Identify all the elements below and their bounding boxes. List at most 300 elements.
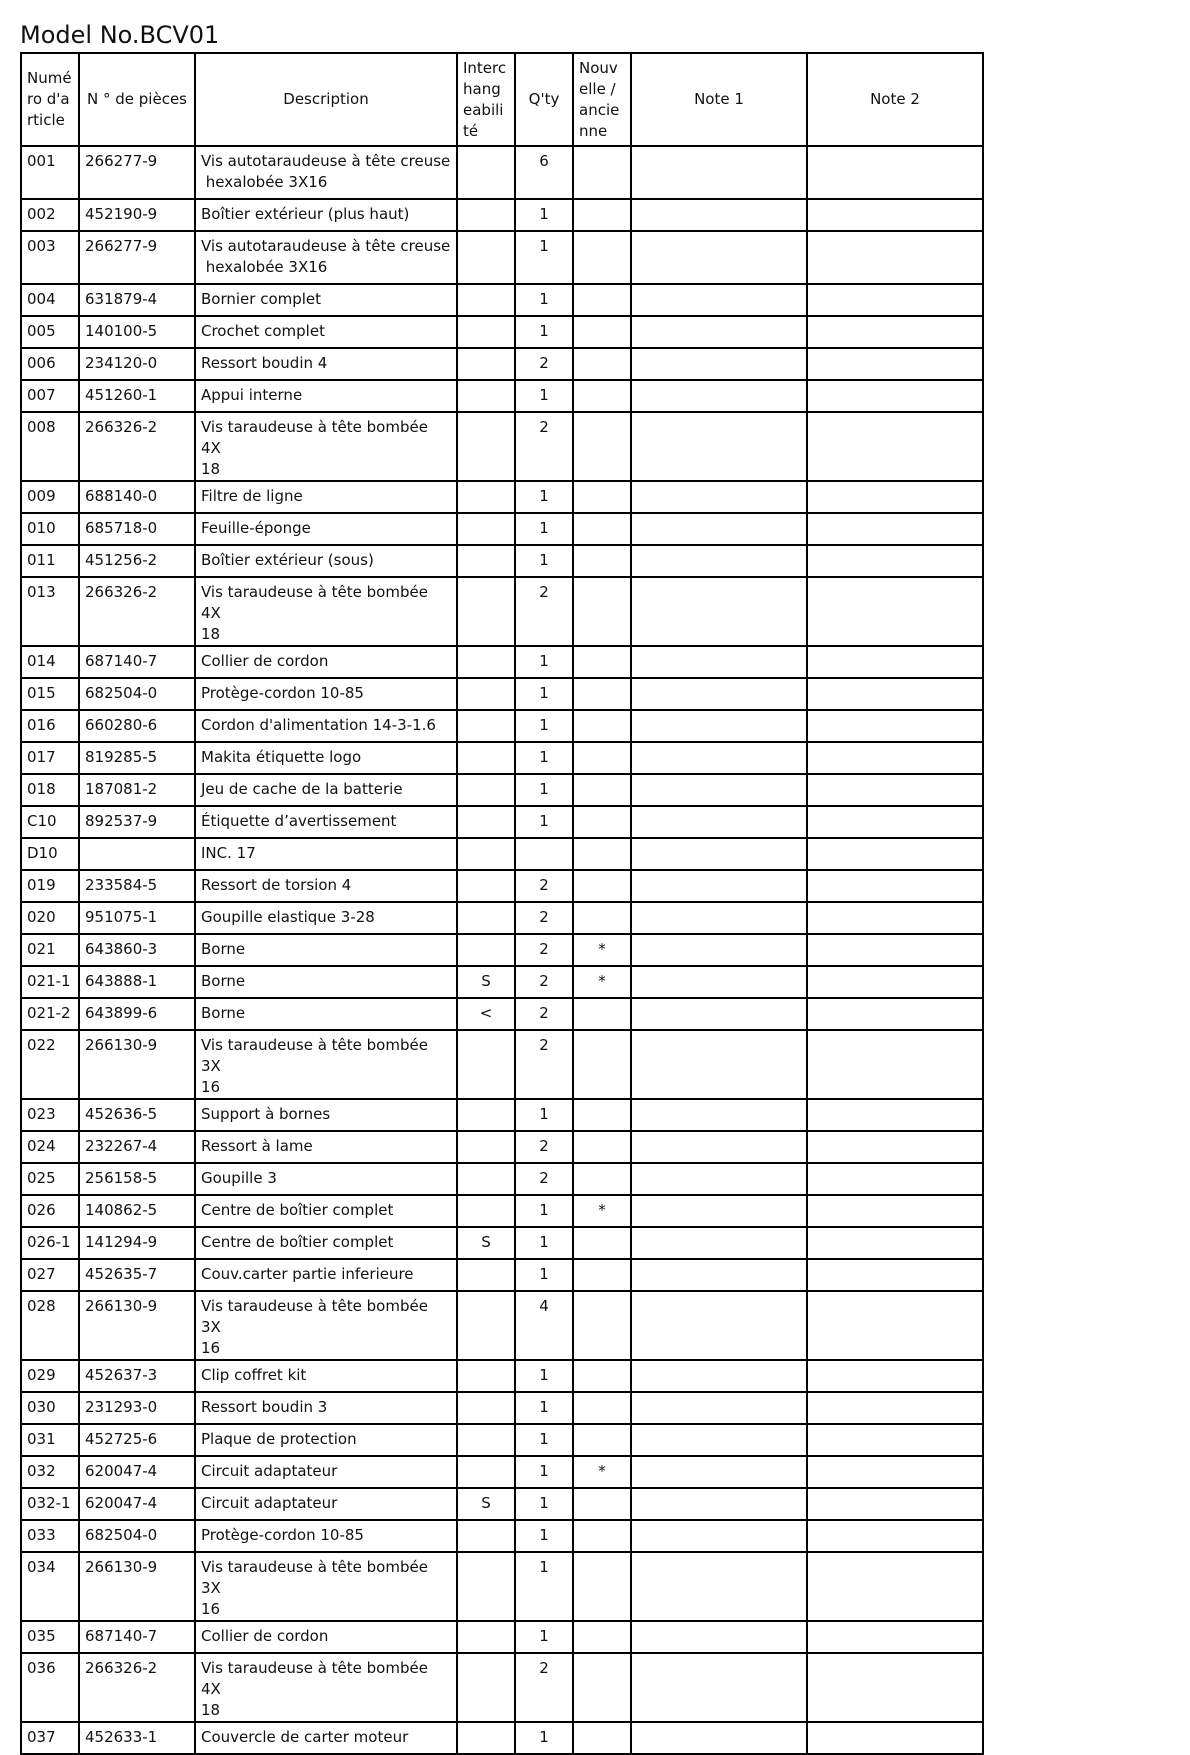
cell-item-number: 025 — [21, 1163, 79, 1195]
cell-note-1 — [631, 1424, 807, 1456]
cell-quantity: 1 — [515, 1227, 573, 1259]
cell-interchangeability — [457, 1424, 515, 1456]
cell-note-1 — [631, 1291, 807, 1360]
cell-interchangeability — [457, 1722, 515, 1754]
cell-item-number: 004 — [21, 284, 79, 316]
cell-quantity: 1 — [515, 1552, 573, 1621]
cell-note-2 — [807, 678, 983, 710]
cell-note-2 — [807, 774, 983, 806]
cell-note-2 — [807, 1488, 983, 1520]
cell-item-number: 018 — [21, 774, 79, 806]
table-row — [21, 1424, 983, 1456]
cell-quantity: 1 — [515, 316, 573, 348]
cell-new-old — [573, 284, 631, 316]
cell-note-1 — [631, 646, 807, 678]
cell-item-number: 031 — [21, 1424, 79, 1456]
cell-part-number: 140100-5 — [79, 316, 195, 348]
cell-interchangeability — [457, 774, 515, 806]
cell-quantity: 2 — [515, 998, 573, 1030]
cell-part-number: 256158-5 — [79, 1163, 195, 1195]
cell-new-old — [573, 1259, 631, 1291]
cell-item-number: 002 — [21, 199, 79, 231]
cell-interchangeability: < — [457, 998, 515, 1030]
table-row — [21, 199, 983, 231]
cell-description: Ressort de torsion 4 — [195, 870, 457, 902]
table-row — [21, 545, 983, 577]
cell-note-1 — [631, 1392, 807, 1424]
header-note-1: Note 1 — [631, 53, 807, 146]
cell-note-1 — [631, 577, 807, 646]
cell-interchangeability — [457, 380, 515, 412]
cell-new-old — [573, 545, 631, 577]
cell-note-1 — [631, 1227, 807, 1259]
cell-note-2 — [807, 1360, 983, 1392]
cell-note-1 — [631, 231, 807, 284]
cell-interchangeability — [457, 1392, 515, 1424]
cell-note-2 — [807, 545, 983, 577]
parts-table-body — [21, 146, 983, 1754]
cell-note-2 — [807, 1195, 983, 1227]
cell-part-number: 631879-4 — [79, 284, 195, 316]
cell-interchangeability — [457, 1163, 515, 1195]
cell-interchangeability — [457, 1131, 515, 1163]
cell-new-old — [573, 1030, 631, 1099]
cell-item-number: 019 — [21, 870, 79, 902]
cell-note-2 — [807, 1227, 983, 1259]
cell-note-1 — [631, 1360, 807, 1392]
cell-interchangeability — [457, 1653, 515, 1722]
cell-quantity: 2 — [515, 870, 573, 902]
cell-description: Goupille 3 — [195, 1163, 457, 1195]
cell-item-number: 013 — [21, 577, 79, 646]
cell-note-2 — [807, 284, 983, 316]
cell-note-2 — [807, 742, 983, 774]
table-row — [21, 1520, 983, 1552]
table-row — [21, 1291, 983, 1360]
cell-description: Borne — [195, 934, 457, 966]
cell-item-number: 007 — [21, 380, 79, 412]
cell-quantity: 2 — [515, 412, 573, 481]
table-header-row — [21, 53, 983, 146]
cell-new-old — [573, 513, 631, 545]
cell-item-number: 008 — [21, 412, 79, 481]
header-new-old: Nouvelle / ancienne — [573, 53, 631, 146]
table-row — [21, 348, 983, 380]
cell-new-old — [573, 870, 631, 902]
cell-part-number: 819285-5 — [79, 742, 195, 774]
cell-interchangeability — [457, 481, 515, 513]
cell-item-number: 001 — [21, 146, 79, 199]
table-row — [21, 412, 983, 481]
cell-new-old — [573, 1360, 631, 1392]
cell-description: Goupille elastique 3-28 — [195, 902, 457, 934]
table-row — [21, 577, 983, 646]
table-row — [21, 1552, 983, 1621]
cell-note-1 — [631, 902, 807, 934]
cell-interchangeability — [457, 1291, 515, 1360]
cell-description: Vis taraudeuse à tête bombée 4X 18 — [195, 577, 457, 646]
table-row — [21, 231, 983, 284]
cell-interchangeability: S — [457, 966, 515, 998]
cell-new-old — [573, 774, 631, 806]
cell-description: Centre de boîtier complet — [195, 1227, 457, 1259]
cell-description: Centre de boîtier complet — [195, 1195, 457, 1227]
cell-description: Collier de cordon — [195, 1621, 457, 1653]
cell-note-2 — [807, 870, 983, 902]
table-row — [21, 710, 983, 742]
cell-new-old — [573, 1131, 631, 1163]
cell-quantity: 1 — [515, 284, 573, 316]
cell-description: Couvercle de carter moteur — [195, 1722, 457, 1754]
cell-new-old — [573, 380, 631, 412]
cell-quantity: 1 — [515, 1456, 573, 1488]
table-row — [21, 934, 983, 966]
cell-part-number: 266277-9 — [79, 146, 195, 199]
cell-item-number: 030 — [21, 1392, 79, 1424]
cell-quantity: 1 — [515, 1520, 573, 1552]
cell-note-1 — [631, 710, 807, 742]
cell-part-number: 233584-5 — [79, 870, 195, 902]
cell-quantity: 1 — [515, 646, 573, 678]
cell-part-number: 660280-6 — [79, 710, 195, 742]
cell-quantity: 1 — [515, 1360, 573, 1392]
cell-quantity: 2 — [515, 966, 573, 998]
table-row — [21, 1195, 983, 1227]
cell-note-2 — [807, 1520, 983, 1552]
cell-part-number: 234120-0 — [79, 348, 195, 380]
cell-part-number: 266130-9 — [79, 1552, 195, 1621]
table-row — [21, 646, 983, 678]
cell-quantity — [515, 838, 573, 870]
parts-list-sheet — [20, 52, 984, 1755]
cell-quantity: 1 — [515, 481, 573, 513]
cell-item-number: 028 — [21, 1291, 79, 1360]
cell-item-number: 003 — [21, 231, 79, 284]
cell-new-old: * — [573, 966, 631, 998]
cell-new-old — [573, 742, 631, 774]
cell-interchangeability — [457, 1456, 515, 1488]
table-row — [21, 1392, 983, 1424]
cell-quantity: 1 — [515, 710, 573, 742]
cell-description: Circuit adaptateur — [195, 1488, 457, 1520]
cell-interchangeability — [457, 678, 515, 710]
cell-interchangeability — [457, 1360, 515, 1392]
cell-item-number: 027 — [21, 1259, 79, 1291]
table-row — [21, 1163, 983, 1195]
cell-quantity: 1 — [515, 678, 573, 710]
cell-note-1 — [631, 838, 807, 870]
cell-new-old — [573, 646, 631, 678]
cell-item-number: 026-1 — [21, 1227, 79, 1259]
header-quantity: Q'ty — [515, 53, 573, 146]
cell-description: Plaque de protection — [195, 1424, 457, 1456]
cell-new-old — [573, 678, 631, 710]
cell-note-2 — [807, 902, 983, 934]
cell-new-old — [573, 1722, 631, 1754]
cell-new-old — [573, 838, 631, 870]
cell-interchangeability — [457, 284, 515, 316]
cell-note-1 — [631, 870, 807, 902]
cell-item-number: 005 — [21, 316, 79, 348]
cell-new-old — [573, 1488, 631, 1520]
cell-part-number: 687140-7 — [79, 646, 195, 678]
cell-interchangeability — [457, 513, 515, 545]
table-row — [21, 513, 983, 545]
cell-quantity: 2 — [515, 934, 573, 966]
cell-new-old — [573, 146, 631, 199]
cell-item-number: 036 — [21, 1653, 79, 1722]
cell-interchangeability — [457, 545, 515, 577]
cell-part-number — [79, 838, 195, 870]
page-title: Model No.BCV01 — [20, 21, 220, 49]
cell-quantity: 1 — [515, 1424, 573, 1456]
cell-note-2 — [807, 380, 983, 412]
cell-description: Couv.carter partie inferieure — [195, 1259, 457, 1291]
table-row — [21, 1621, 983, 1653]
cell-part-number: 232267-4 — [79, 1131, 195, 1163]
cell-note-1 — [631, 412, 807, 481]
table-row — [21, 838, 983, 870]
cell-note-2 — [807, 1552, 983, 1621]
cell-note-2 — [807, 1392, 983, 1424]
cell-note-2 — [807, 934, 983, 966]
cell-part-number: 452635-7 — [79, 1259, 195, 1291]
cell-item-number: 011 — [21, 545, 79, 577]
table-row — [21, 316, 983, 348]
cell-part-number: 140862-5 — [79, 1195, 195, 1227]
cell-item-number: 021-1 — [21, 966, 79, 998]
cell-item-number: D10 — [21, 838, 79, 870]
cell-item-number: 006 — [21, 348, 79, 380]
cell-quantity: 2 — [515, 1131, 573, 1163]
cell-part-number: 141294-9 — [79, 1227, 195, 1259]
cell-quantity: 1 — [515, 1621, 573, 1653]
cell-item-number: 029 — [21, 1360, 79, 1392]
cell-quantity: 1 — [515, 545, 573, 577]
cell-description: Filtre de ligne — [195, 481, 457, 513]
cell-new-old — [573, 348, 631, 380]
cell-part-number: 266130-9 — [79, 1030, 195, 1099]
cell-note-1 — [631, 1653, 807, 1722]
cell-part-number: 451256-2 — [79, 545, 195, 577]
cell-interchangeability — [457, 870, 515, 902]
cell-note-2 — [807, 1163, 983, 1195]
cell-description: Collier de cordon — [195, 646, 457, 678]
cell-part-number: 682504-0 — [79, 678, 195, 710]
cell-part-number: 452725-6 — [79, 1424, 195, 1456]
cell-part-number: 620047-4 — [79, 1488, 195, 1520]
table-row — [21, 966, 983, 998]
cell-description: Cordon d'alimentation 14-3-1.6 — [195, 710, 457, 742]
cell-interchangeability — [457, 1030, 515, 1099]
cell-note-1 — [631, 678, 807, 710]
cell-quantity: 2 — [515, 1163, 573, 1195]
cell-new-old — [573, 1099, 631, 1131]
cell-part-number: 892537-9 — [79, 806, 195, 838]
cell-quantity: 1 — [515, 1392, 573, 1424]
cell-interchangeability: S — [457, 1488, 515, 1520]
cell-quantity: 1 — [515, 742, 573, 774]
cell-new-old — [573, 1227, 631, 1259]
cell-description: Crochet complet — [195, 316, 457, 348]
cell-quantity: 2 — [515, 1653, 573, 1722]
cell-new-old — [573, 998, 631, 1030]
cell-quantity: 2 — [515, 902, 573, 934]
cell-interchangeability — [457, 1520, 515, 1552]
cell-note-1 — [631, 1195, 807, 1227]
cell-quantity: 1 — [515, 199, 573, 231]
cell-part-number: 620047-4 — [79, 1456, 195, 1488]
cell-interchangeability — [457, 646, 515, 678]
cell-quantity: 2 — [515, 348, 573, 380]
cell-part-number: 187081-2 — [79, 774, 195, 806]
cell-new-old — [573, 481, 631, 513]
cell-description: Étiquette d’avertissement — [195, 806, 457, 838]
cell-note-2 — [807, 646, 983, 678]
cell-item-number: 014 — [21, 646, 79, 678]
cell-description: Appui interne — [195, 380, 457, 412]
cell-description: Makita étiquette logo — [195, 742, 457, 774]
cell-description: Vis taraudeuse à tête bombée 4X 18 — [195, 412, 457, 481]
cell-part-number: 452633-1 — [79, 1722, 195, 1754]
cell-interchangeability — [457, 902, 515, 934]
cell-note-2 — [807, 577, 983, 646]
table-row — [21, 1227, 983, 1259]
cell-note-1 — [631, 199, 807, 231]
cell-description: Boîtier extérieur (plus haut) — [195, 199, 457, 231]
table-row — [21, 806, 983, 838]
table-row — [21, 742, 983, 774]
cell-item-number: 017 — [21, 742, 79, 774]
cell-interchangeability — [457, 348, 515, 380]
cell-note-2 — [807, 1259, 983, 1291]
table-row — [21, 146, 983, 199]
cell-note-2 — [807, 1424, 983, 1456]
cell-note-1 — [631, 966, 807, 998]
cell-note-1 — [631, 806, 807, 838]
cell-note-2 — [807, 199, 983, 231]
cell-description: Borne — [195, 966, 457, 998]
cell-part-number: 951075-1 — [79, 902, 195, 934]
cell-item-number: 035 — [21, 1621, 79, 1653]
cell-interchangeability — [457, 1259, 515, 1291]
cell-new-old — [573, 1424, 631, 1456]
cell-new-old: * — [573, 1195, 631, 1227]
cell-note-1 — [631, 1552, 807, 1621]
cell-item-number: 009 — [21, 481, 79, 513]
cell-part-number: 643888-1 — [79, 966, 195, 998]
cell-new-old — [573, 412, 631, 481]
cell-part-number: 452190-9 — [79, 199, 195, 231]
cell-note-1 — [631, 513, 807, 545]
cell-interchangeability — [457, 412, 515, 481]
cell-new-old: * — [573, 934, 631, 966]
cell-item-number: 026 — [21, 1195, 79, 1227]
table-row — [21, 481, 983, 513]
cell-note-2 — [807, 348, 983, 380]
cell-note-2 — [807, 1291, 983, 1360]
cell-note-1 — [631, 934, 807, 966]
cell-quantity: 1 — [515, 806, 573, 838]
cell-interchangeability — [457, 1552, 515, 1621]
cell-item-number: 021 — [21, 934, 79, 966]
cell-interchangeability — [457, 838, 515, 870]
cell-note-1 — [631, 380, 807, 412]
cell-new-old — [573, 199, 631, 231]
cell-part-number: 687140-7 — [79, 1621, 195, 1653]
cell-part-number: 266277-9 — [79, 231, 195, 284]
cell-note-1 — [631, 998, 807, 1030]
table-row — [21, 1653, 983, 1722]
table-row — [21, 870, 983, 902]
cell-description: Feuille-éponge — [195, 513, 457, 545]
cell-note-2 — [807, 1653, 983, 1722]
header-part-number: N ° de pièces — [79, 53, 195, 146]
cell-note-1 — [631, 481, 807, 513]
cell-item-number: 037 — [21, 1722, 79, 1754]
parts-table — [20, 52, 984, 1755]
cell-item-number: 015 — [21, 678, 79, 710]
table-row — [21, 998, 983, 1030]
cell-new-old — [573, 577, 631, 646]
cell-quantity: 1 — [515, 1259, 573, 1291]
cell-new-old — [573, 231, 631, 284]
cell-part-number: 688140-0 — [79, 481, 195, 513]
cell-description: Ressort boudin 3 — [195, 1392, 457, 1424]
cell-quantity: 1 — [515, 380, 573, 412]
cell-note-1 — [631, 1488, 807, 1520]
cell-item-number: C10 — [21, 806, 79, 838]
cell-part-number: 266326-2 — [79, 577, 195, 646]
cell-note-2 — [807, 1099, 983, 1131]
cell-part-number: 643899-6 — [79, 998, 195, 1030]
cell-interchangeability — [457, 1099, 515, 1131]
cell-item-number: 020 — [21, 902, 79, 934]
table-row — [21, 678, 983, 710]
cell-note-2 — [807, 231, 983, 284]
cell-note-1 — [631, 1030, 807, 1099]
cell-part-number: 451260-1 — [79, 380, 195, 412]
cell-part-number: 231293-0 — [79, 1392, 195, 1424]
cell-new-old — [573, 1621, 631, 1653]
table-row — [21, 1360, 983, 1392]
table-row — [21, 774, 983, 806]
cell-part-number: 452636-5 — [79, 1099, 195, 1131]
cell-new-old — [573, 710, 631, 742]
cell-note-1 — [631, 774, 807, 806]
cell-note-1 — [631, 742, 807, 774]
cell-note-1 — [631, 316, 807, 348]
cell-new-old — [573, 1520, 631, 1552]
cell-quantity: 1 — [515, 1488, 573, 1520]
cell-part-number: 452637-3 — [79, 1360, 195, 1392]
cell-item-number: 032 — [21, 1456, 79, 1488]
cell-new-old — [573, 316, 631, 348]
table-row — [21, 1259, 983, 1291]
cell-note-2 — [807, 838, 983, 870]
cell-note-1 — [631, 146, 807, 199]
cell-note-2 — [807, 1456, 983, 1488]
cell-note-2 — [807, 1722, 983, 1754]
cell-note-2 — [807, 710, 983, 742]
cell-interchangeability — [457, 806, 515, 838]
cell-interchangeability — [457, 146, 515, 199]
cell-note-2 — [807, 146, 983, 199]
cell-note-1 — [631, 1722, 807, 1754]
cell-description: Vis autotaraudeuse à tête creuse hexalobée 3X16 — [195, 231, 457, 284]
cell-new-old — [573, 806, 631, 838]
cell-quantity: 6 — [515, 146, 573, 199]
